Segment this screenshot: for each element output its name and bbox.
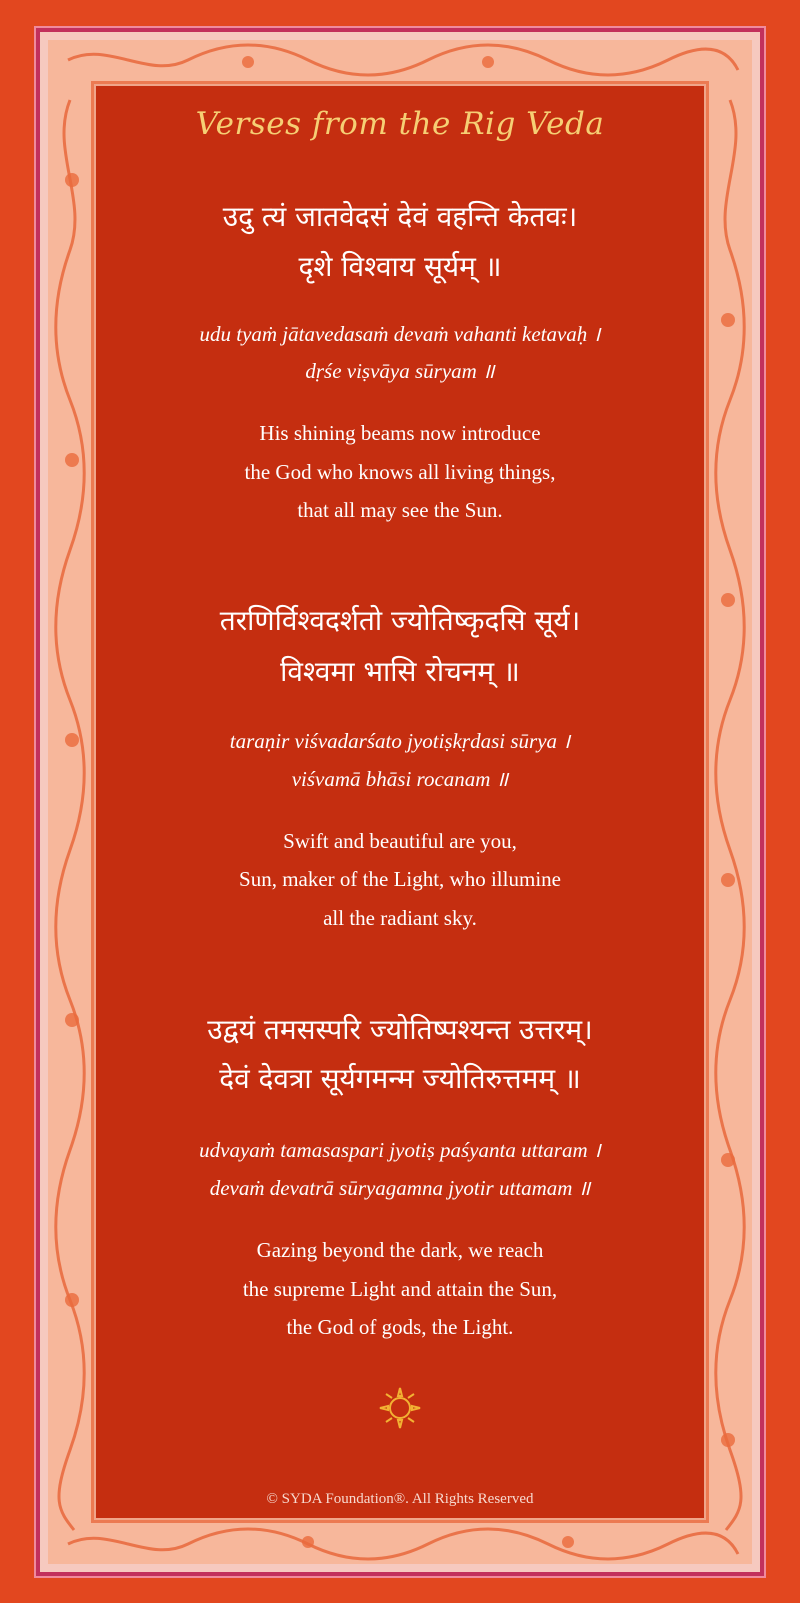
sun-icon	[376, 1384, 424, 1432]
verse-3-translation-line-1: Gazing beyond the dark, we reach	[256, 1238, 544, 1262]
verse-1-devanagari-line-2: दृशे विश्वाय सूर्यम् ॥	[298, 250, 502, 283]
verse-1-devanagari-line-1: उदु त्यं जातवेदसं देवं वहन्ति केतवः।	[222, 200, 578, 233]
verse-2-translation-line-2: Sun, maker of the Light, who illumine	[239, 867, 561, 891]
verse-3-devanagari-line-1: उद्वयं तमसस्परि ज्योतिष्पश्यन्त उत्तरम्।	[207, 1013, 593, 1046]
verse-2-transliteration-line-2: viśvamā bhāsi rocanam ॥	[291, 767, 509, 791]
verse-3-transliteration-line-2: devaṁ devatrā sūryagamna jyotir uttamam ॥	[209, 1176, 591, 1200]
verse-panel	[96, 86, 704, 1518]
verse-1-translation-line-1: His shining beams now introduce	[259, 421, 541, 445]
verse-2-devanagari-line-1: तरणिर्विश्वदर्शतो ज्योतिष्कृदसि सूर्य।	[219, 604, 581, 637]
copyright-notice: © SYDA Foundation®. All Rights Reserved	[266, 1491, 534, 1507]
verse-3-translation-line-2: the supreme Light and attain the Sun,	[242, 1277, 558, 1301]
verse-1-translation-line-2: the God who knows all living things,	[244, 460, 556, 484]
verse-1-transliteration-line-2: dṛśe viṣvāya sūryam ॥	[305, 359, 495, 383]
verse-3-devanagari-line-2: देवं देवत्रा सूर्यगमन्म ज्योतिरुत्तमम् ॥	[219, 1062, 581, 1095]
verse-2-transliteration-line-1: taraṇir viśvadarśato jyotiṣkṛdasi sūrya ।	[229, 729, 571, 753]
verse-1-translation-line-3: that all may see the Sun.	[297, 498, 503, 522]
verse-1-transliteration-line-1: udu tyaṁ jātavedasaṁ devaṁ vahanti ketavaḥ ।	[199, 322, 601, 346]
verse-2-devanagari-line-2: विश्वमा भासि रोचनम् ॥	[280, 655, 520, 688]
verse-2-translation-line-3: all the radiant sky.	[323, 906, 477, 930]
verse-2-translation-line-1: Swift and beautiful are you,	[283, 829, 517, 853]
verse-3-transliteration-line-1: udvayaṁ tamasaspari jyotiṣ paśyanta uttaram ।	[199, 1138, 601, 1162]
verse-3-translation-line-3: the God of gods, the Light.	[286, 1315, 514, 1339]
page-title: Verses from the Rig Veda	[195, 106, 605, 142]
